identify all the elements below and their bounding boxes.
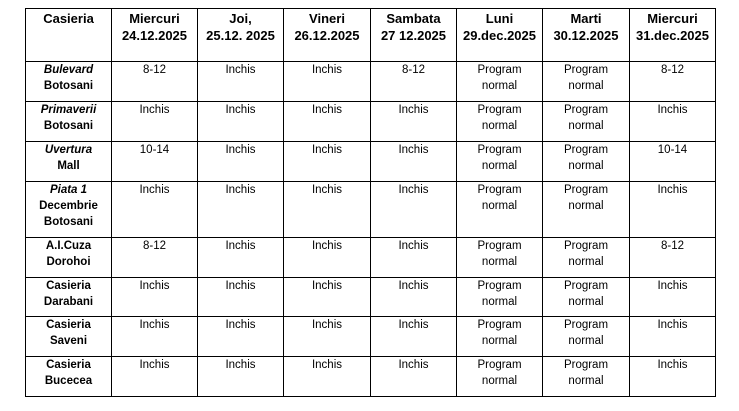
- schedule-cell: [543, 102, 630, 142]
- schedule-cell: [198, 102, 284, 142]
- schedule-cell: [543, 238, 630, 278]
- schedule-cell: [112, 317, 198, 357]
- schedule-value: Inchis: [657, 280, 688, 292]
- schedule-cell: [371, 62, 457, 102]
- schedule-cell: [630, 62, 716, 102]
- schedule-cell: [198, 357, 284, 397]
- schedule-cell: [198, 182, 284, 238]
- column-date: 26.12.2025: [294, 28, 360, 43]
- branch-name: [26, 62, 112, 102]
- schedule-value: 10-14: [657, 144, 688, 156]
- column-day: Luni: [485, 11, 514, 26]
- branch-name-line: Casieria: [46, 280, 91, 292]
- schedule-value: Program: [477, 240, 522, 252]
- schedule-cell: [371, 102, 457, 142]
- schedule-value: Inchis: [311, 184, 343, 196]
- schedule-cell: [371, 317, 457, 357]
- schedule-value: Program: [563, 64, 609, 76]
- schedule-cell: [198, 238, 284, 278]
- schedule-value: Inchis: [139, 104, 170, 116]
- schedule-cell: [112, 62, 198, 102]
- branch-name-line: Casieria: [46, 319, 91, 331]
- schedule-value: Inchis: [225, 184, 256, 196]
- schedule-value: normal: [481, 200, 518, 212]
- branch-name-line: Dorohoi: [46, 256, 91, 268]
- schedule-value: Inchis: [398, 240, 429, 252]
- branch-name: [26, 238, 112, 278]
- schedule-cell: [112, 278, 198, 317]
- schedule-value: normal: [481, 256, 518, 268]
- schedule-value: Inchis: [139, 184, 170, 196]
- schedule-cell: [371, 278, 457, 317]
- schedule-cell: [284, 102, 371, 142]
- column-date: 24.12.2025: [121, 28, 188, 43]
- schedule-cell: [284, 62, 371, 102]
- schedule-value: Program: [563, 144, 609, 156]
- table-body: [26, 62, 716, 397]
- schedule-value: Inchis: [139, 319, 170, 331]
- schedule-value: normal: [568, 375, 604, 387]
- column-date: 31.dec.2025: [635, 28, 709, 43]
- schedule-value: Inchis: [657, 184, 688, 196]
- branch-name: [26, 182, 112, 238]
- schedule-value: Program: [563, 280, 609, 292]
- schedule-value: normal: [568, 256, 604, 268]
- schedule-value: Inchis: [225, 64, 256, 76]
- schedule-value: Inchis: [225, 104, 256, 116]
- header-row: [26, 9, 716, 62]
- schedule-value: Inchis: [398, 319, 429, 331]
- schedule-value: Inchis: [657, 359, 688, 371]
- schedule-value: normal: [568, 296, 604, 308]
- schedule-cell: [198, 62, 284, 102]
- branch-name-line: Mall: [57, 160, 80, 172]
- branch-name: [26, 278, 112, 317]
- branch-name-line: Decembrie: [39, 200, 98, 212]
- schedule-value: Program: [563, 319, 609, 331]
- schedule-value: 8-12: [660, 240, 685, 252]
- schedule-value: Inchis: [398, 280, 429, 292]
- schedule-value: normal: [568, 200, 604, 212]
- schedule-cell: [630, 182, 716, 238]
- schedule-value: normal: [481, 120, 518, 132]
- schedule-cell: [371, 238, 457, 278]
- schedule-cell: [284, 182, 371, 238]
- branch-name-line: Bulevard: [43, 64, 94, 76]
- schedule-cell: [543, 278, 630, 317]
- schedule-cell: [112, 102, 198, 142]
- schedule-cell: [457, 102, 543, 142]
- schedule-cell: [457, 182, 543, 238]
- schedule-cell: [284, 317, 371, 357]
- column-day: Miercuri: [129, 11, 180, 26]
- branch-name-line: Uvertura: [44, 144, 93, 156]
- schedule-value: Inchis: [311, 104, 343, 116]
- schedule-cell: [630, 278, 716, 317]
- branch-name-line: Botosani: [43, 80, 94, 92]
- schedule-value: 8-12: [660, 64, 685, 76]
- schedule-value: Inchis: [225, 144, 256, 156]
- branch-name: [26, 142, 112, 182]
- column-header: [630, 9, 716, 62]
- schedule-cell: [371, 182, 457, 238]
- schedule-value: normal: [481, 80, 518, 92]
- schedule-cell: [630, 238, 716, 278]
- table-row: [26, 238, 716, 278]
- schedule-cell: [543, 317, 630, 357]
- table-row: [26, 357, 716, 397]
- column-date: 27 12.2025: [380, 28, 447, 43]
- schedule-value: Program: [477, 184, 522, 196]
- branch-name-line: Saveni: [49, 335, 88, 347]
- schedule-value: Inchis: [225, 240, 256, 252]
- schedule-value: Inchis: [398, 359, 429, 371]
- schedule-value: Inchis: [657, 319, 688, 331]
- table-row: [26, 317, 716, 357]
- schedule-cell: [630, 317, 716, 357]
- schedule-value: Inchis: [398, 144, 429, 156]
- schedule-value: Inchis: [225, 359, 256, 371]
- branch-name-line: Botosani: [43, 216, 94, 228]
- schedule-value: Program: [563, 104, 609, 116]
- schedule-value: Program: [477, 144, 522, 156]
- schedule-value: Inchis: [398, 184, 429, 196]
- schedule-value: Inchis: [139, 280, 170, 292]
- column-header: [457, 9, 543, 62]
- table-row: [26, 62, 716, 102]
- schedule-cell: [543, 142, 630, 182]
- column-header: [371, 9, 457, 62]
- schedule-cell: [198, 317, 284, 357]
- branch-name-line: Botosani: [43, 120, 94, 132]
- schedule-value: Program: [563, 184, 609, 196]
- schedule-cell: [457, 278, 543, 317]
- branch-name: [26, 357, 112, 397]
- column-day: Sambata: [386, 11, 441, 26]
- corner-header: Casieria: [26, 9, 112, 62]
- schedule-cell: [630, 357, 716, 397]
- schedule-value: Inchis: [311, 319, 343, 331]
- column-header: [112, 9, 198, 62]
- schedule-cell: [543, 357, 630, 397]
- schedule-value: Program: [563, 359, 609, 371]
- schedule-value: 8-12: [401, 64, 426, 76]
- schedule-cell: [112, 357, 198, 397]
- column-date: 25.12. 2025: [206, 28, 275, 43]
- column-day: Miercuri: [647, 11, 698, 26]
- schedule-value: normal: [568, 160, 604, 172]
- schedule-value: Inchis: [398, 104, 429, 116]
- schedule-value: normal: [481, 296, 518, 308]
- branch-name-line: Primaverii: [40, 104, 97, 116]
- schedule-cell: [284, 238, 371, 278]
- schedule-cell: [457, 357, 543, 397]
- schedule-value: normal: [481, 160, 518, 172]
- schedule-value: Program: [477, 280, 522, 292]
- schedule-value: Program: [563, 240, 609, 252]
- table-row: [26, 278, 716, 317]
- schedule-cell: [284, 142, 371, 182]
- schedule-value: normal: [568, 80, 604, 92]
- schedule-table: [25, 8, 716, 397]
- schedule-cell: [457, 62, 543, 102]
- schedule-cell: [371, 142, 457, 182]
- schedule-value: Inchis: [311, 144, 343, 156]
- schedule-value: normal: [568, 335, 604, 347]
- column-header: [284, 9, 371, 62]
- schedule-value: Program: [477, 104, 522, 116]
- schedule-value: Program: [477, 64, 522, 76]
- schedule-cell: [112, 142, 198, 182]
- schedule-value: Inchis: [225, 319, 256, 331]
- schedule-value: Inchis: [139, 359, 170, 371]
- schedule-cell: [371, 357, 457, 397]
- schedule-cell: [630, 102, 716, 142]
- schedule-cell: [112, 182, 198, 238]
- column-date: 29.dec.2025: [462, 28, 536, 43]
- schedule-value: Inchis: [311, 359, 343, 371]
- schedule-cell: [198, 278, 284, 317]
- schedule-value: normal: [481, 375, 518, 387]
- schedule-value: 8-12: [142, 240, 167, 252]
- schedule-cell: [630, 142, 716, 182]
- schedule-value: Inchis: [657, 104, 688, 116]
- branch-name: [26, 102, 112, 142]
- schedule-value: Inchis: [311, 64, 343, 76]
- column-header: [198, 9, 284, 62]
- schedule-value: Inchis: [311, 240, 343, 252]
- branch-name: [26, 317, 112, 357]
- column-day: Vineri: [309, 11, 345, 26]
- column-date: 30.12.2025: [553, 28, 619, 43]
- branch-name-line: Casieria: [46, 359, 91, 371]
- table-row: [26, 142, 716, 182]
- schedule-value: 8-12: [142, 64, 167, 76]
- schedule-cell: [284, 278, 371, 317]
- schedule-value: normal: [568, 120, 604, 132]
- branch-name-line: Piata 1: [49, 184, 88, 196]
- schedule-value: normal: [481, 335, 518, 347]
- schedule-cell: [198, 142, 284, 182]
- table-row: [26, 182, 716, 238]
- schedule-cell: [543, 182, 630, 238]
- schedule-value: Inchis: [225, 280, 256, 292]
- schedule-value: Inchis: [311, 280, 343, 292]
- table-row: [26, 102, 716, 142]
- schedule-cell: [284, 357, 371, 397]
- branch-name-line: Bucecea: [44, 375, 93, 387]
- schedule-cell: [543, 62, 630, 102]
- schedule-cell: [112, 238, 198, 278]
- column-header: [543, 9, 630, 62]
- schedule-value: Program: [477, 359, 522, 371]
- column-day: Marti: [570, 11, 602, 26]
- branch-name-line: A.I.Cuza: [45, 240, 92, 252]
- branch-name-line: Darabani: [43, 296, 94, 308]
- schedule-cell: [457, 317, 543, 357]
- schedule-value: 10-14: [139, 144, 170, 156]
- schedule-value: Program: [477, 319, 522, 331]
- schedule-cell: [457, 238, 543, 278]
- schedule-cell: [457, 142, 543, 182]
- column-day: Joi,: [229, 11, 252, 26]
